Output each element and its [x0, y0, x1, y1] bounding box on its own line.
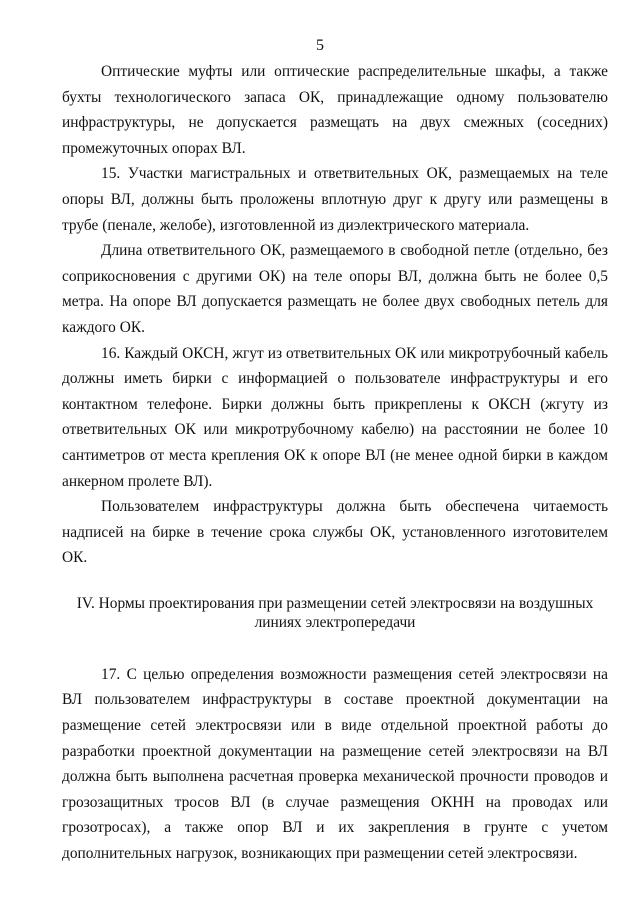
paragraph-16: 16. Каждый ОКСН, жгут из ответвительных ОК или микротрубочный кабель должны иметь бирки с информацией о пользователе инфраструктуры и его контактном телефоне. Бирки должны быть прикреплены к ОКСН (жгуту из ответвительных ОК или микротрубочному кабелю) на расстоянии не более 10 сантиметров от места крепления ОК к опоре ВЛ (не менее одной бирки в каждом анкерном пролете ВЛ).: [62, 344, 608, 490]
page-number: 5: [316, 37, 324, 54]
spacer: [62, 571, 608, 594]
section-heading-line-2: линиях электропередачи: [254, 613, 416, 631]
paragraph-tag-readability: Пользователем инфраструктуры должна быть обеспечена читаемость надписей на бирке в течение срока службы ОК, установленного изготовителем ОК.: [62, 498, 608, 567]
paragraph-branch-cable-length: Длина ответвительного ОК, размещаемого в свободной петле (отдельно, без соприкосновения с другими ОК) на теле опоры ВЛ, должна быть не более 0,5 метра. На опоре ВЛ допускается размещать не более двух свободных петель для каждого ОК.: [62, 242, 608, 336]
section-heading-line-1: IV. Нормы проектирования при размещении сетей электросвязи на воздушных: [76, 594, 594, 612]
document-body: [62, 59, 608, 867]
section-heading: [62, 594, 608, 632]
spacer: [62, 632, 608, 662]
paragraph-15: 15. Участки магистральных и ответвительных ОК, размещаемых на теле опоры ВЛ, должны быть проложены вплотную друг к другу или размещены в трубе (пенале, желобе), изготовленной из диэлектрического материала.: [62, 165, 608, 234]
paragraph-17: 17. С целью определения возможности размещения сетей электросвязи на ВЛ пользователем инфраструктуры в составе проектной документации на размещение сетей электросвязи или в виде отдельной проектной работы до разработки проектной документации на размещение сетей электросвязи на ВЛ должна быть выполнена расчетная проверка механической прочности проводов и грозозащитных тросов ВЛ (в случае размещения ОКНН на проводах или грозотросах), а также опор ВЛ и их закрепления в грунте с учетом дополнительных нагрузок, возникающих при размещении сетей электросвязи.: [62, 665, 608, 863]
paragraph-optical-couplings: Оптические муфты или оптические распределительные шкафы, а также бухты технологического запаса ОК, принадлежащие одному пользователю инфраструктуры, не допускается размещать на двух смежных (соседних) промежуточных опорах ВЛ.: [62, 63, 608, 157]
